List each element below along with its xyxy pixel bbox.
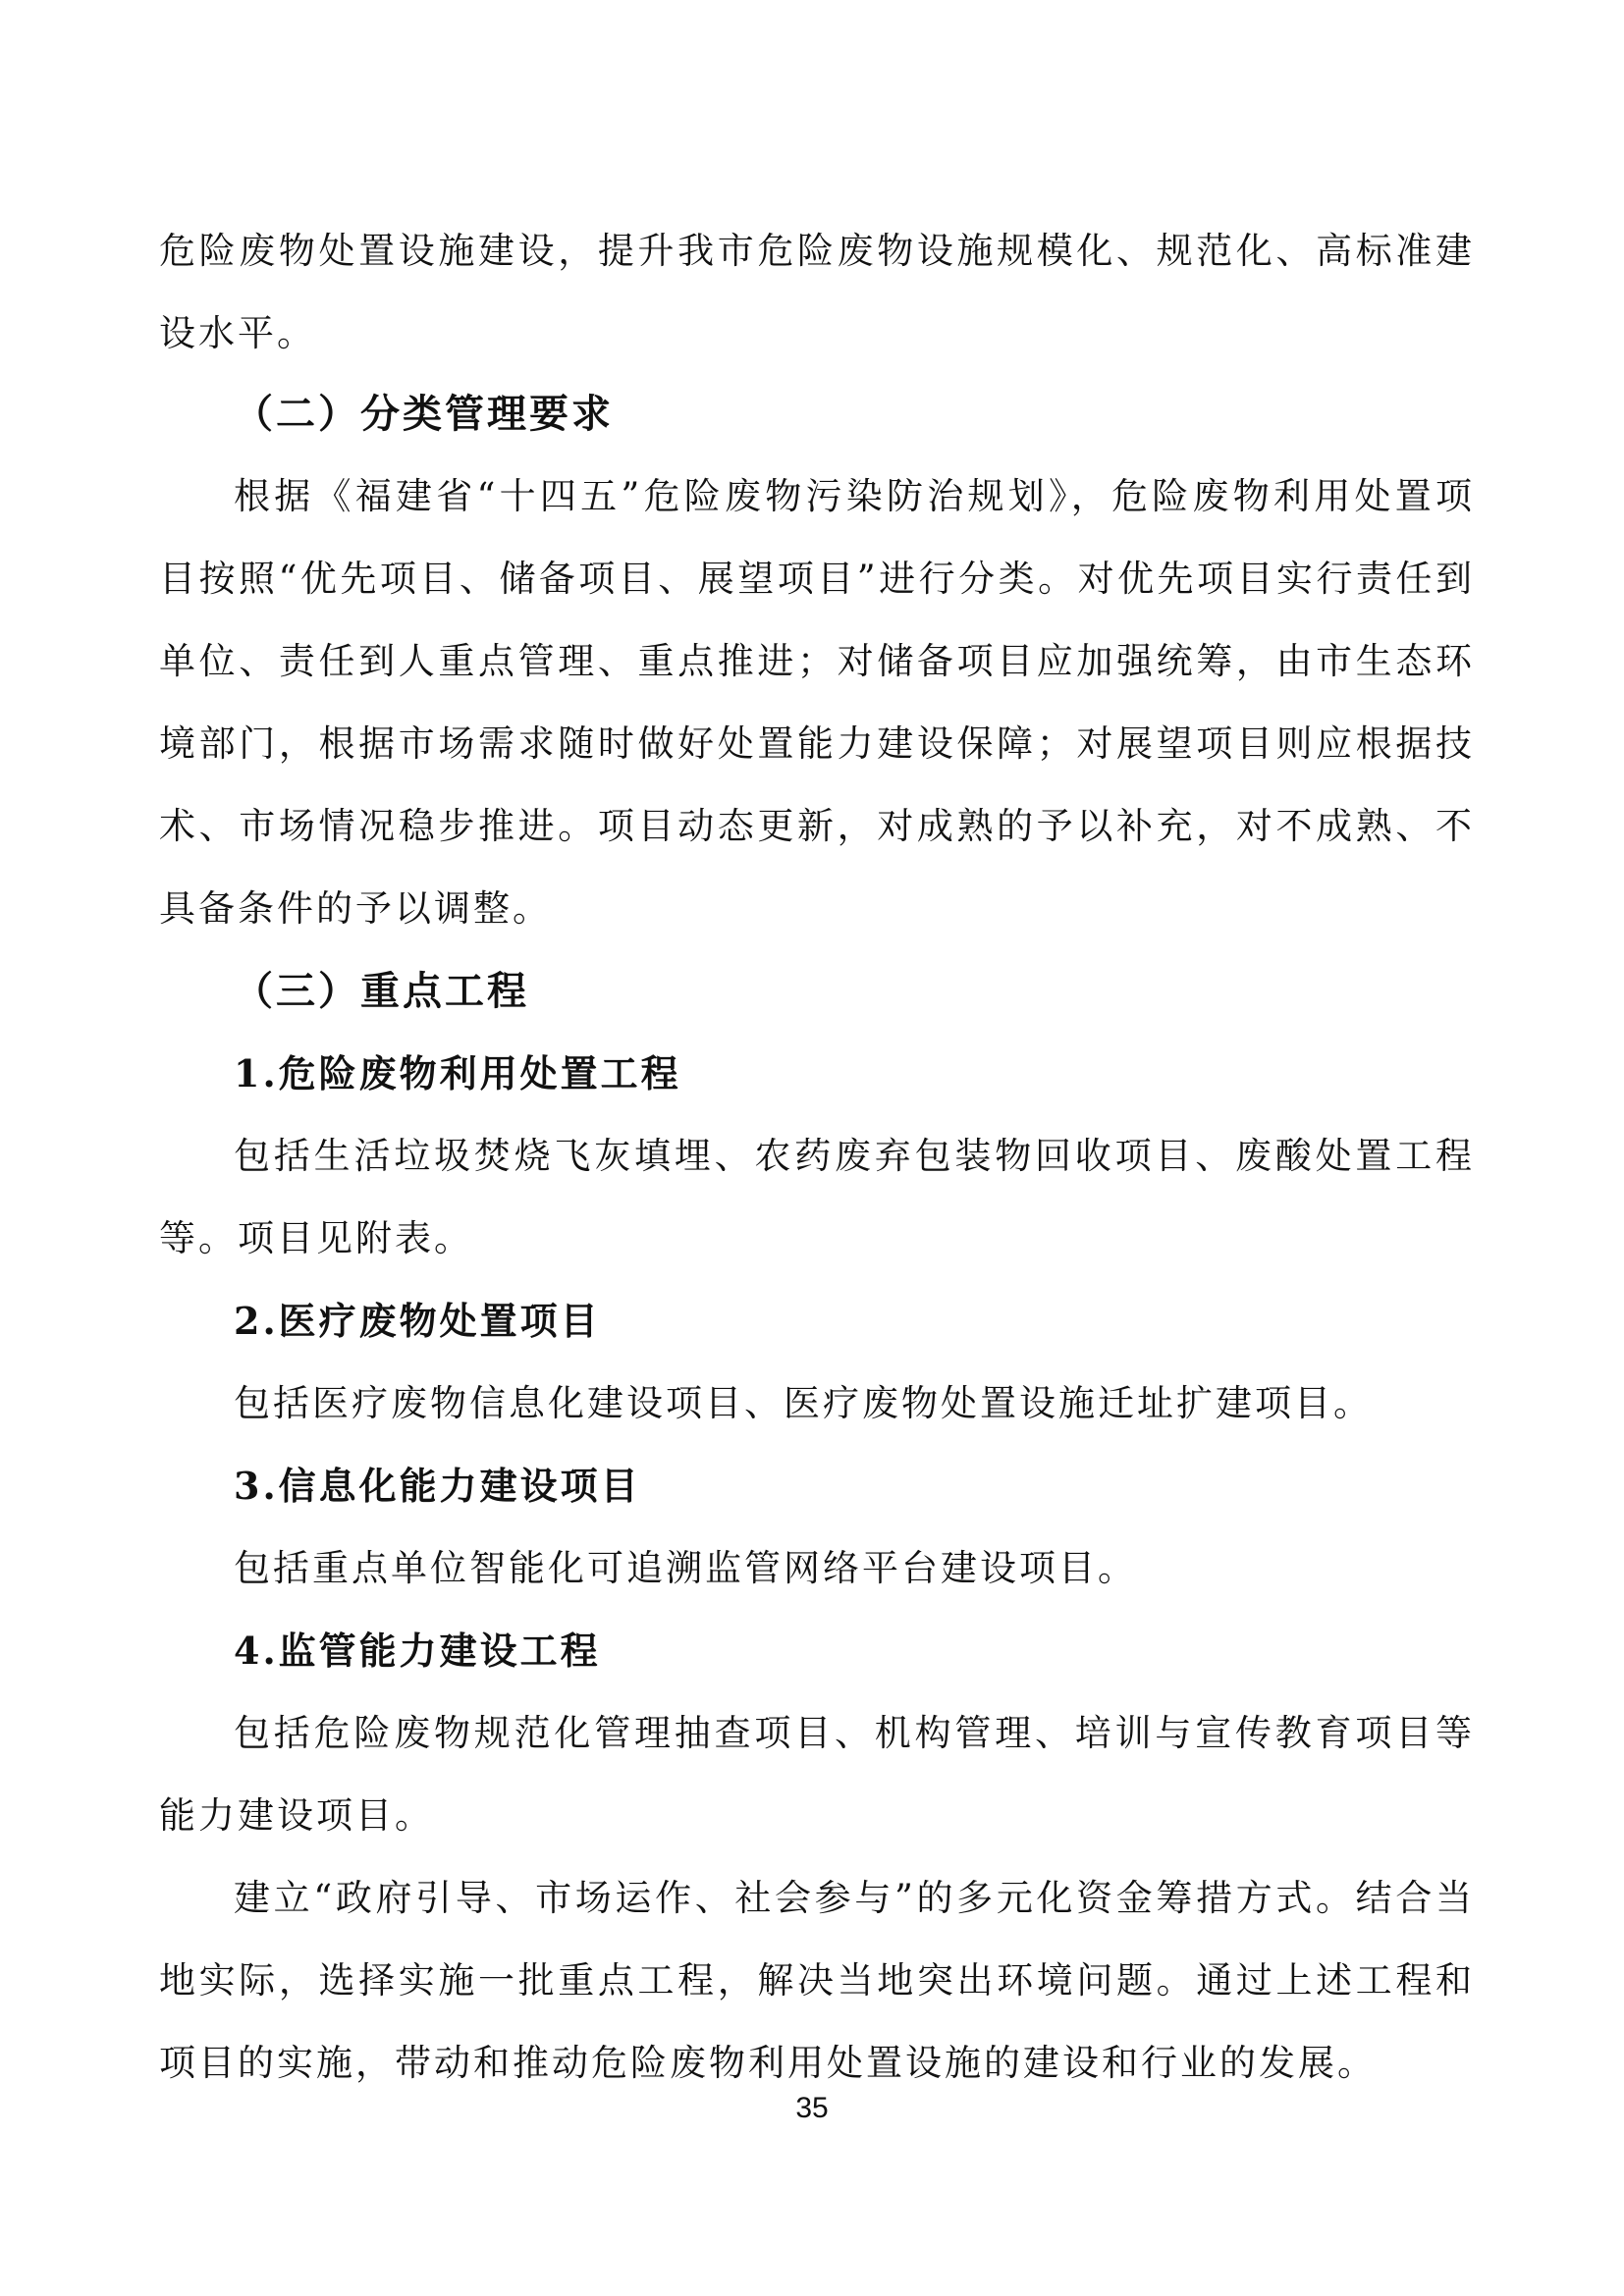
paragraph-supervision-capacity: 包括危险废物规范化管理抽查项目、机构管理、培训与宣传教育项目等能力建设项目。 — [159, 1712, 1475, 1837]
paragraph-informatization: 包括重点单位智能化可追溯监管网络平台建设项目。 — [234, 1547, 1137, 1589]
subheading-disposal-projects: 1.危险废物利用处置工程 — [234, 1051, 681, 1095]
paragraph-disposal-projects: 包括生活垃圾焚烧飞灰填埋、农药废弃包装物回收项目、废酸处置工程等。项目见附表。 — [159, 1135, 1475, 1259]
page-number: 35 — [795, 2092, 829, 2124]
subheading-medical-waste: 2.医疗废物处置项目 — [234, 1299, 601, 1343]
paragraph-medical-waste: 包括医疗废物信息化建设项目、医疗废物处置设施迁址扩建项目。 — [234, 1382, 1373, 1424]
paragraph-facility-construction: 危险废物处置设施建设，提升我市危险废物设施规模化、规范化、高标准建设水平。 — [159, 230, 1475, 354]
subheading-supervision-capacity: 4.监管能力建设工程 — [234, 1629, 601, 1673]
section-heading-classification: （二）分类管理要求 — [234, 391, 614, 437]
section-heading-key-projects: （三）重点工程 — [234, 968, 529, 1014]
paragraph-classification-requirements: 根据《福建省“十四五”危险废物污染防治规划》，危险废物利用处置项目按照“优先项目、储备项目、展望项目”进行分类。对优先项目实行责任到单位、责任到人重点管理、重点推进；对储备项目应加强统筹，由市生态环境部门，根据市场需求随时做好处置能力建设保障；对展望项目则应根据技术、市场情况稳步推进。项目动态更新，对成熟的予以补充，对不成熟、不具备条件的予以调整。 — [159, 475, 1475, 930]
paragraph-funding-mechanism: 建立“政府引导、市场运作、社会参与”的多元化资金筹措方式。结合当地实际，选择实施一批重点工程，解决当地突出环境问题。通过上述工程和项目的实施，带动和推动危险废物利用处置设施的建设和行业的发展。 — [159, 1877, 1475, 2084]
subheading-informatization: 3.信息化能力建设项目 — [234, 1464, 641, 1508]
